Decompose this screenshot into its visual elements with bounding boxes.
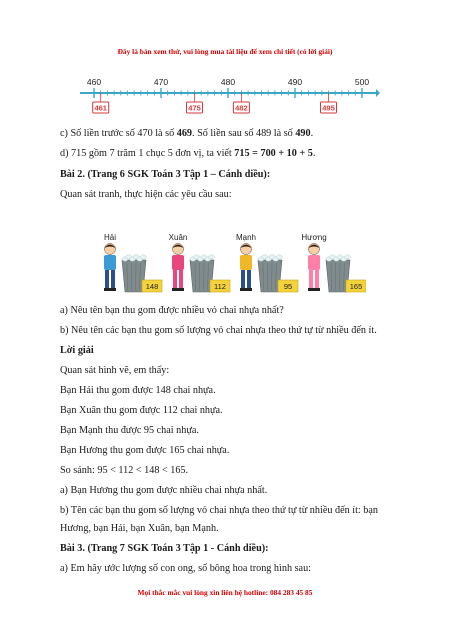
kid-shirt — [240, 255, 252, 270]
kid-leg — [105, 270, 109, 288]
statement-2: Bạn Xuân thu gom được 112 chai nhựa. — [60, 405, 223, 416]
answer-a: a) Bạn Hương thu gom được nhiều chai nhựa nhất. — [60, 485, 268, 496]
statement-1: Bạn Hải thu gom được 148 chai nhựa. — [60, 385, 216, 396]
kid-shoe — [178, 288, 184, 291]
tick-label: 460 — [86, 78, 102, 87]
tick-label: 470 — [153, 78, 169, 87]
answer-box-value: 482 — [235, 103, 248, 113]
statement-4: Bạn Hương thu gom được 165 chai nhựa. — [60, 445, 230, 456]
kid-leg — [315, 270, 319, 288]
question-b: b) Nêu tên các bạn thu gom số lượng vỏ chai nhựa theo thứ tự từ nhiều đến ít. — [60, 325, 377, 336]
number-line — [80, 78, 380, 128]
answer-d: d) 715 gồm 7 trăm 1 chục 5 đơn vị, ta viết 715 = 700 + 10 + 5. — [60, 148, 316, 159]
kid-name: Xuân — [168, 233, 188, 242]
kid-group — [301, 233, 366, 292]
statement-3: Bạn Mạnh thu được 95 chai nhựa. — [60, 425, 199, 436]
answer-box-value: 475 — [188, 103, 201, 113]
kid-shoe — [172, 288, 178, 291]
kid-leg — [309, 270, 313, 288]
exercise-3-heading: Bài 3. (Trang 7 SGK Toán 3 Tập 1 - Cánh diều): — [60, 543, 269, 554]
answer-b-line-2: Hương, bạn Hải, bạn Xuân, bạn Mạnh. — [60, 523, 219, 534]
solution-heading: Lời giải — [60, 345, 94, 356]
kid-shoe — [246, 288, 252, 291]
tick-label: 480 — [220, 78, 236, 87]
observe-line: Quan sát hình vẽ, em thấy: — [60, 365, 170, 376]
question-a: a) Nêu tên bạn thu gom được nhiều vỏ chai nhựa nhất? — [60, 305, 284, 316]
kid-leg — [173, 270, 177, 288]
count-value: 165 — [349, 282, 363, 291]
answer-c: c) Số liền trước số 470 là số 469. Số liền sau số 489 là số 490. — [60, 128, 314, 139]
footer-notice: Mọi thắc mắc vui lòng xin liên hệ hotline: 084 283 45 85 — [137, 588, 313, 597]
exercise-2-intro: Quan sát tranh, thực hiện các yêu cầu sau: — [60, 189, 232, 200]
answer-box-value: 495 — [322, 103, 335, 113]
tick-label: 490 — [287, 78, 303, 87]
tick-label: 500 — [354, 78, 370, 87]
kid-leg — [247, 270, 251, 288]
count-value: 148 — [145, 282, 159, 291]
kid-shoe — [314, 288, 320, 291]
compare-line: So sánh: 95 < 112 < 148 < 165. — [60, 465, 189, 476]
exercise-2-heading: Bài 2. (Trang 6 SGK Toán 3 Tập 1 – Cánh diều): — [60, 169, 271, 180]
kid-group — [169, 233, 230, 292]
kid-name: Mạnh — [235, 233, 257, 242]
kid-shoe — [104, 288, 110, 291]
kid-leg — [241, 270, 245, 288]
bottle — [141, 255, 147, 259]
exercise-3-a: a) Em hãy ước lượng số con ong, số bông hoa trong hình sau: — [60, 563, 312, 574]
kid-group — [236, 233, 298, 292]
answer-box-value: 461 — [94, 103, 107, 113]
bottle — [277, 255, 283, 259]
kid-shoe — [308, 288, 314, 291]
kid-name: Hải — [103, 233, 117, 242]
kid-shirt — [308, 255, 320, 270]
bottle — [345, 255, 351, 259]
kid-leg — [179, 270, 183, 288]
answer-b-line-1: b) Tên các bạn thu gom số lượng vỏ chai nhựa theo thứ tự từ nhiều đến ít: bạn — [60, 505, 378, 516]
kid-shoe — [110, 288, 116, 291]
kid-name: Hương — [301, 233, 327, 242]
number-line-arrow — [376, 89, 380, 97]
kid-shirt — [104, 255, 116, 270]
kids-illustration — [96, 232, 366, 296]
bottle — [209, 255, 215, 259]
kid-leg — [111, 270, 115, 288]
count-value: 95 — [283, 282, 293, 291]
kid-group — [104, 233, 162, 292]
kid-shirt — [172, 255, 184, 270]
kid-shoe — [240, 288, 246, 291]
count-value: 112 — [214, 282, 226, 291]
header-notice: Đây là bản xem thử, vui lòng mua tài liệu để xem chi tiết (có lời giải) — [117, 47, 333, 56]
